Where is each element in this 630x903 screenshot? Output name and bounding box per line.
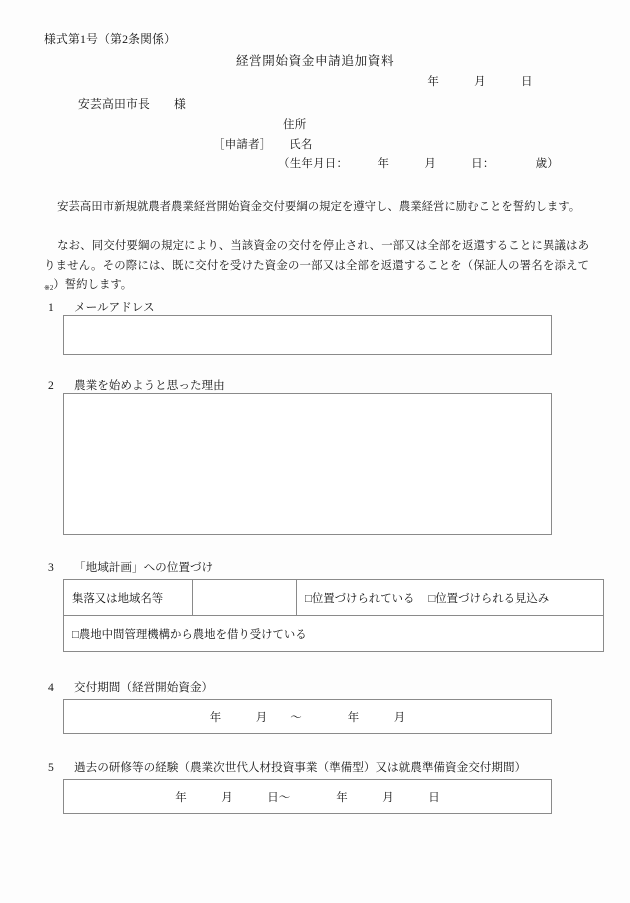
section-number-4: 4	[48, 681, 54, 694]
training-period-date-range: 年 月 日〜 年 月 日	[175, 791, 440, 804]
applicant-address-label: 住所	[283, 119, 307, 131]
pledge-paragraph-2	[44, 237, 589, 297]
section-heading-training-history	[48, 759, 526, 775]
cell-area-name-label: 集落又は地域名等	[64, 580, 193, 616]
pledge-paragraph-2-text-a: なお、同交付要綱の規定により、当該資金の交付を停止され、一部又は全部を返還することに異議はありません。その際には、既に交付を受けた資金の一部又は全部を返還することを（保証人の署名を添えて	[44, 240, 589, 272]
section-heading-regional-plan	[48, 559, 213, 575]
section-number-3: 3	[48, 561, 54, 574]
email-input-value	[64, 316, 559, 354]
section-label-4: 交付期間（経営開始資金）	[74, 681, 214, 694]
section-number-2: 2	[48, 379, 54, 392]
submission-date-line: 年 月 日	[427, 76, 533, 88]
checkbox-expected[interactable]: □位置づけられる見込み	[428, 592, 550, 605]
addressee-line: 安芸高田市長 様	[78, 97, 186, 111]
reason-textarea-value	[64, 394, 567, 546]
section-label-5: 過去の研修等の経験（農業次世代人材投資事業（準備型）又は就農準備資金交付期間）	[74, 761, 527, 774]
pledge-paragraph-1-text: 安芸高田市新規就農者農業経営開始資金交付要綱の規定を遵守し、農業経営に励むことを誓約します。	[57, 201, 581, 213]
checkbox-positioned[interactable]: □位置づけられている	[305, 592, 415, 605]
pledge-paragraph-1	[44, 198, 589, 218]
cell-positioning-checkboxes	[297, 580, 604, 616]
section-heading-grant-period	[48, 679, 213, 695]
applicant-name-label: ［申請者］ 氏名	[213, 139, 313, 151]
section-label-1: メールアドレス	[74, 301, 155, 314]
regional-plan-table	[63, 579, 604, 652]
section-label-3: 「地域計画」への位置づけ	[74, 561, 214, 574]
section-number-5: 5	[48, 761, 54, 774]
footnote-marker: ※2	[44, 284, 54, 293]
section-heading-email	[48, 299, 155, 315]
cell-farmland-bank-checkbox[interactable]: □農地中間管理機構から農地を借り受けている	[64, 616, 604, 652]
pledge-paragraph-2-text-b: ）誓約します。	[53, 279, 133, 292]
table-row	[64, 580, 604, 616]
pledge-paragraph-2-wrapper	[44, 237, 589, 297]
page-title: 経営開始資金申請追加資料	[235, 54, 395, 68]
grant-period-box[interactable]	[63, 699, 552, 734]
section-label-2: 農業を始めようと思った理由	[74, 379, 225, 392]
email-input-box[interactable]	[63, 315, 552, 355]
training-period-box[interactable]	[63, 779, 552, 814]
table-row	[64, 616, 604, 652]
grant-period-date-range: 年 月 〜 年 月	[209, 711, 406, 724]
form-code: 様式第1号（第2条関係）	[44, 32, 177, 46]
applicant-birthdate-label: （生年月日： 年 月 日： 歳）	[278, 158, 559, 170]
section-heading-reason	[48, 377, 225, 393]
cell-area-name-input[interactable]	[193, 580, 297, 616]
reason-textarea-box[interactable]	[63, 393, 552, 535]
section-number-1: 1	[48, 301, 54, 314]
